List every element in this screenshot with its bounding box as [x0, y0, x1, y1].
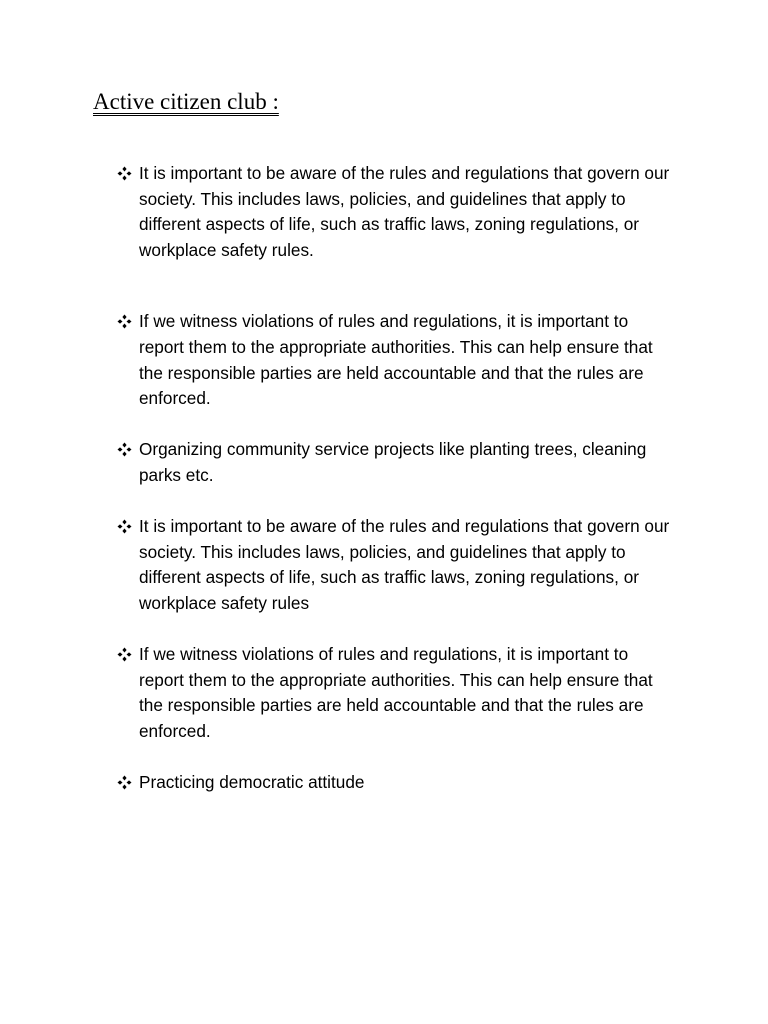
list-item-text: If we witness violations of rules and regulations, it is important to report them to the appropriate authorities. This can help ensure that the responsible parties are held accountable and that the rules are enforced. — [139, 311, 653, 409]
four-diamond-bullet-icon — [117, 442, 132, 457]
list-item — [117, 437, 677, 488]
four-diamond-bullet-icon — [117, 647, 132, 662]
list-item — [117, 309, 677, 411]
bullet-list — [117, 161, 677, 796]
list-item-text: Organizing community service projects like planting trees, cleaning parks etc. — [139, 439, 647, 485]
page-title: Active citizen club : — [93, 89, 279, 114]
list-item — [117, 514, 677, 616]
four-diamond-bullet-icon — [117, 166, 132, 181]
four-diamond-bullet-icon — [117, 314, 132, 329]
list-item — [117, 642, 677, 744]
list-item-text: Practicing democratic attitude — [139, 772, 365, 793]
list-item — [117, 161, 677, 263]
four-diamond-bullet-icon — [117, 519, 132, 534]
list-item-text: It is important to be aware of the rules and regulations that govern our society. This includes laws, policies, and guidelines that apply to different aspects of life, such as traffic laws, zoning regulations, or workplace safety rules — [139, 516, 670, 613]
list-item-text: It is important to be aware of the rules and regulations that govern our society. This includes laws, policies, and guidelines that apply to different aspects of life, such as traffic laws, zoning regulations, or workplace safety rules. — [139, 163, 670, 260]
list-item — [117, 770, 677, 796]
four-diamond-bullet-icon — [117, 775, 132, 790]
list-item-text: If we witness violations of rules and regulations, it is important to report them to the appropriate authorities. This can help ensure that the responsible parties are held accountable and that the rules are enforced. — [139, 644, 653, 741]
